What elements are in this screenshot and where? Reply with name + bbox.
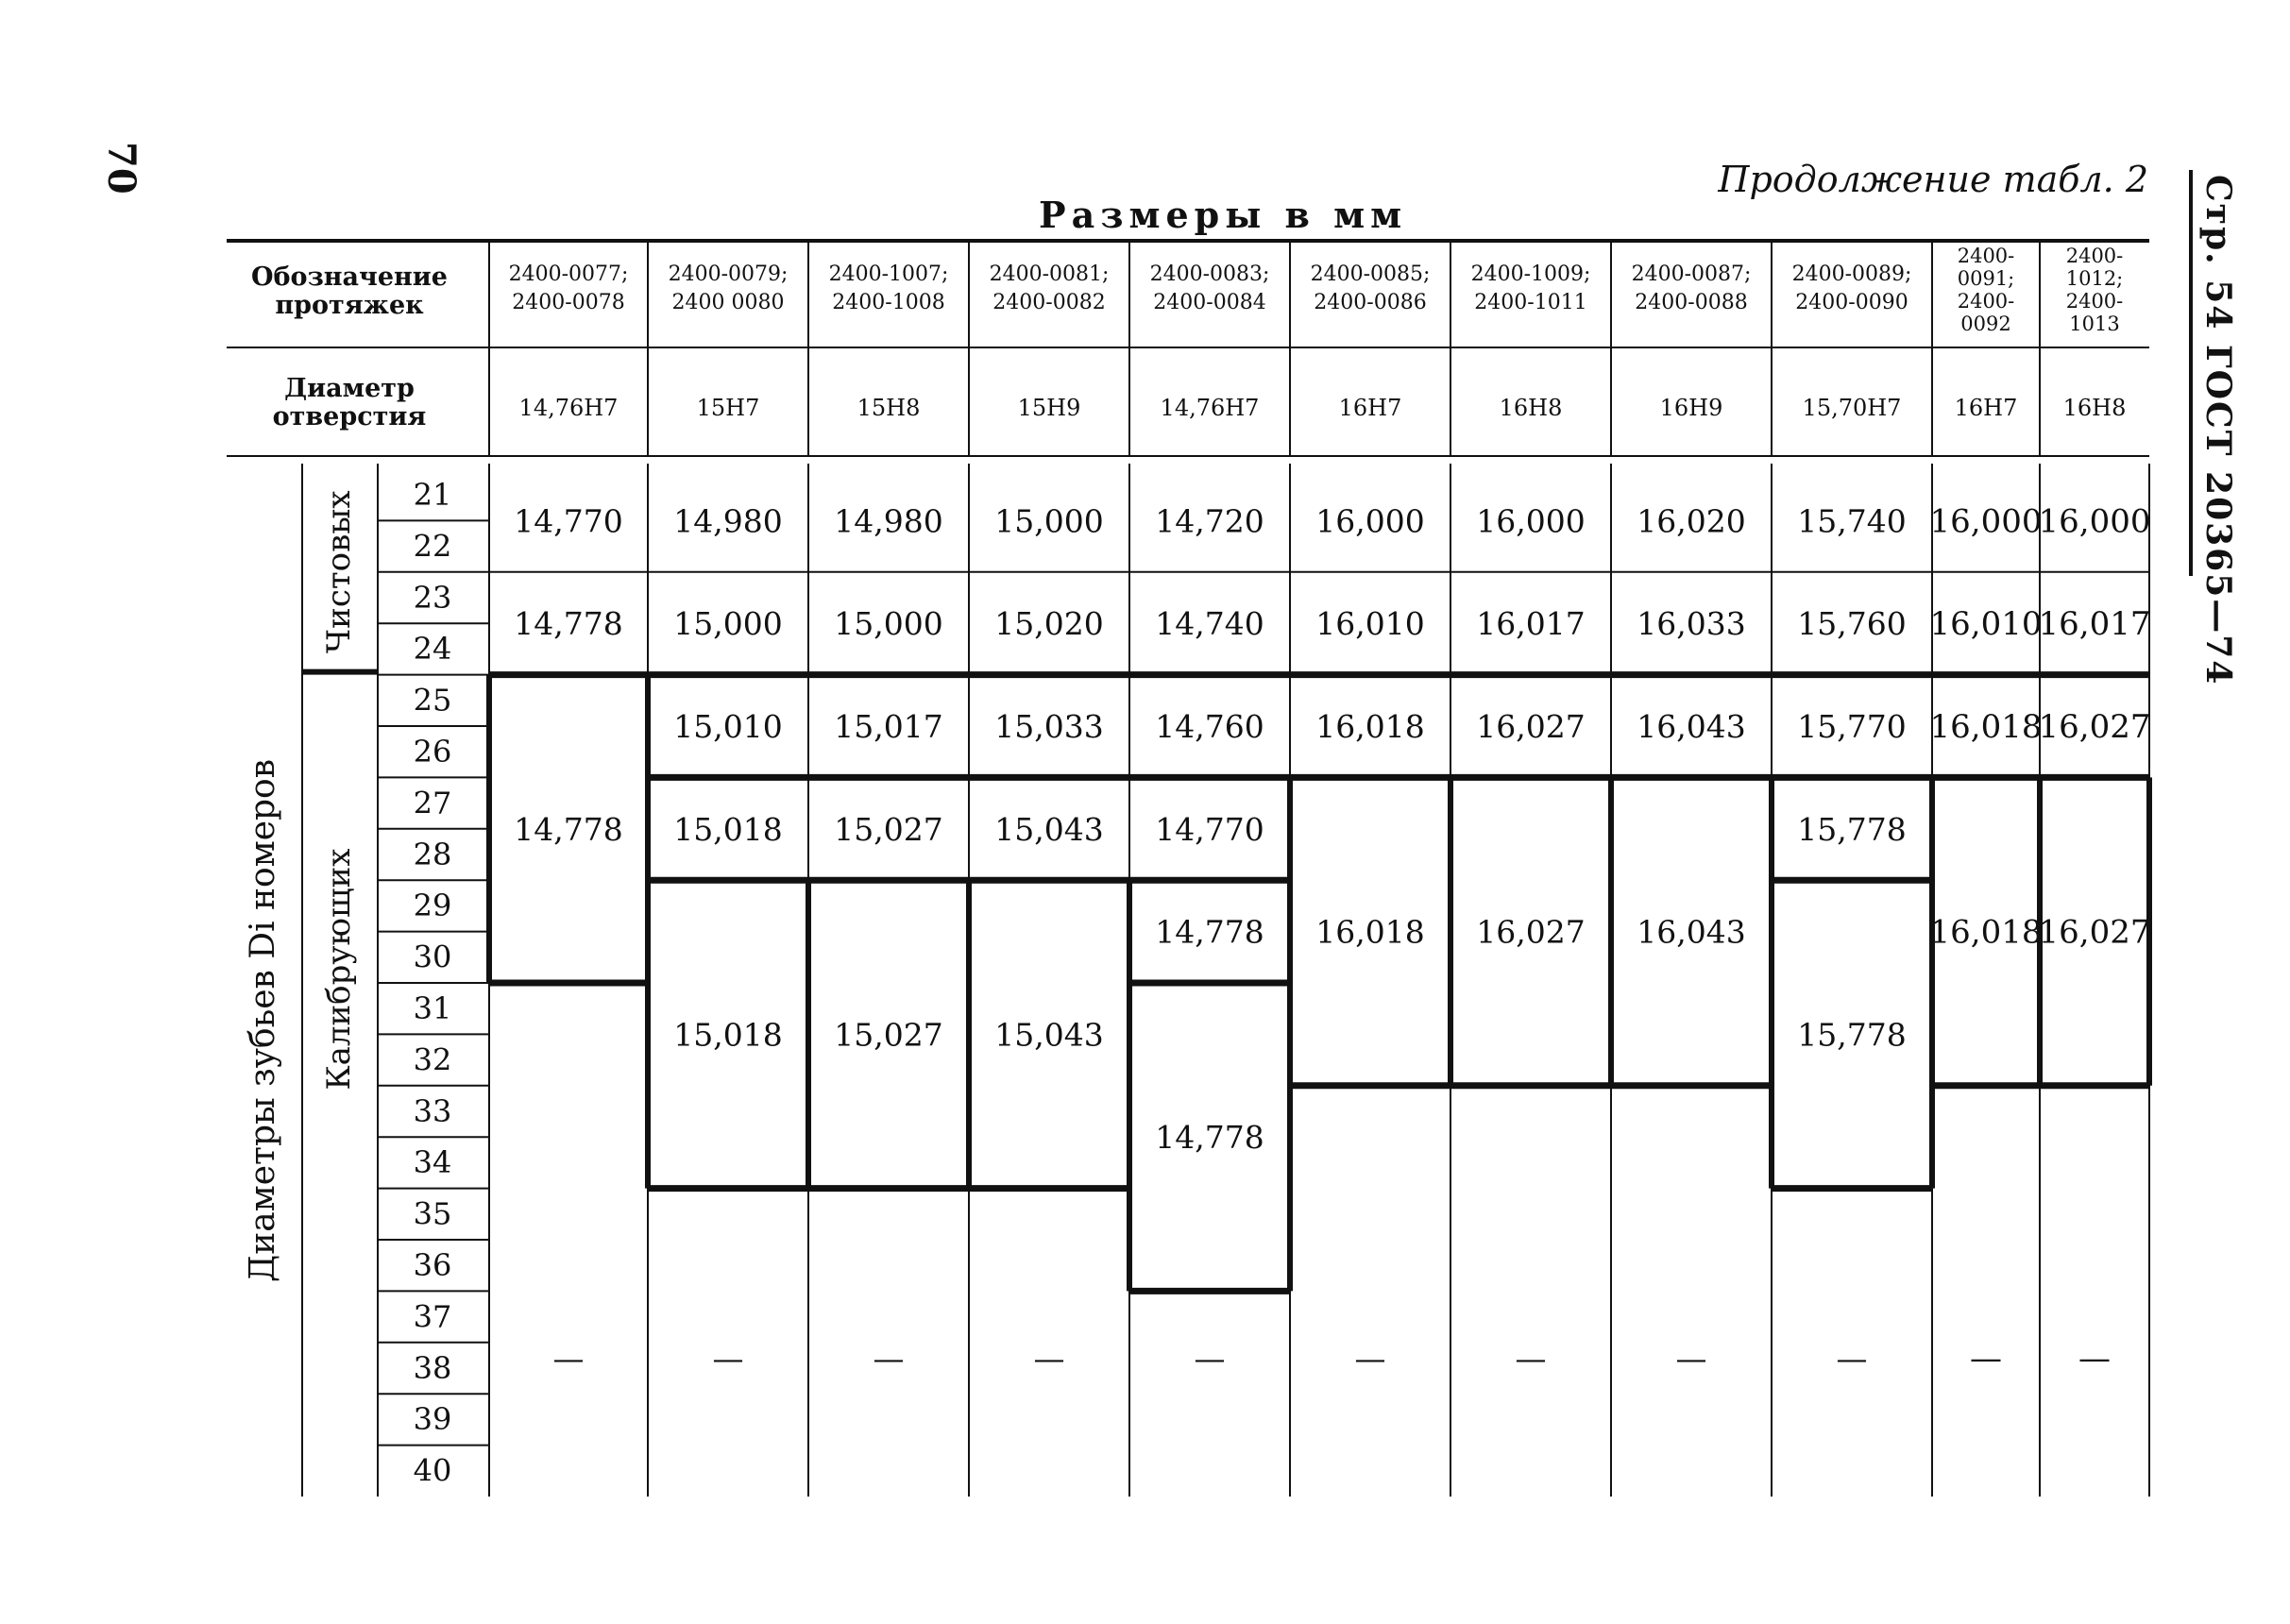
broach-designation: 2400-1007; <box>828 262 949 286</box>
tooth-diameter-value: 16,027 <box>2038 913 2151 952</box>
tooth-diameter-value: 14,770 <box>1155 810 1264 848</box>
hole-diameter: 16H7 <box>1338 395 1402 421</box>
broach-designation: 2400- <box>1957 245 2015 267</box>
tooth-number: 24 <box>413 631 452 668</box>
broach-designation: 2400 0080 <box>671 291 785 314</box>
tooth-diameter-value: 16,010 <box>1315 605 1425 643</box>
tooth-diameter-value: 14,770 <box>514 502 623 540</box>
tooth-diameter-value: 15,000 <box>994 502 1104 540</box>
tooth-diameter-value: 15,770 <box>1797 708 1907 745</box>
tooth-diameter-value: 15,018 <box>673 810 783 848</box>
tooth-number: 26 <box>413 734 452 770</box>
tooth-diameter-value: 15,018 <box>673 1016 783 1054</box>
hole-diameter: 15H8 <box>857 395 921 421</box>
tooth-diameter-value: 16,017 <box>2038 605 2151 644</box>
value-dash: — <box>712 1339 744 1377</box>
broach-designation: 2400-0085; <box>1310 262 1431 286</box>
tooth-diameter-value: 14,980 <box>673 502 783 540</box>
tooth-number: 38 <box>413 1349 452 1386</box>
tooth-diameter-value: 15,020 <box>994 605 1104 643</box>
units-caption: Размеры в мм <box>1039 194 1408 236</box>
tooth-number: 27 <box>413 785 452 821</box>
broach-designation: 1013 <box>2069 313 2120 335</box>
hole-diameter: 15H9 <box>1017 395 1081 421</box>
broach-designation: 2400-0090 <box>1795 291 1908 314</box>
value-dash: — <box>1515 1339 1547 1377</box>
broach-designation: 2400-0082 <box>992 291 1106 314</box>
tooth-diameter-value: 16,018 <box>1315 913 1425 951</box>
value-dash: — <box>2078 1339 2111 1378</box>
tooth-diameter-value: 16,033 <box>1637 605 1746 643</box>
hole-diameter: 16H8 <box>2062 395 2127 421</box>
tooth-number: 23 <box>413 579 452 616</box>
tooth-diameter-value: 16,043 <box>1637 708 1746 745</box>
designation-header: Обозначение <box>251 262 448 292</box>
tooth-diameter-value: 15,010 <box>673 708 783 745</box>
tooth-diameter-value: 15,760 <box>1797 605 1907 643</box>
value-dash: — <box>1970 1339 2002 1378</box>
tooth-number: 28 <box>413 836 452 872</box>
broach-designation: 2400-1009; <box>1470 262 1591 286</box>
tooth-number: 35 <box>413 1195 452 1232</box>
tooth-diameter-value: 14,760 <box>1155 708 1264 745</box>
tooth-diameter-value: 16,027 <box>2038 708 2151 746</box>
calibrating-label: Калибрующих <box>320 848 358 1091</box>
value-dash: — <box>1194 1339 1226 1377</box>
broach-designation: 2400-0081; <box>989 262 1110 286</box>
tooth-diameter-value: 15,778 <box>1797 810 1907 848</box>
tooth-diameter-value: 15,033 <box>994 708 1104 745</box>
value-dash: — <box>1675 1339 1707 1377</box>
tooth-diameter-value: 14,720 <box>1155 502 1264 540</box>
broach-designation: 2400-0089; <box>1791 262 1912 286</box>
tooth-diameter-value: 15,740 <box>1797 502 1907 540</box>
tooth-diameter-value: 14,778 <box>1155 913 1264 951</box>
tooth-diameter-value: 16,000 <box>1476 502 1586 540</box>
tooth-diameter-value: 16,000 <box>2038 502 2151 541</box>
broach-designation: 2400-0088 <box>1635 291 1748 314</box>
value-dash: — <box>873 1339 905 1377</box>
page-number: 70 <box>99 142 144 195</box>
broach-designation: 0091; <box>1957 267 2015 290</box>
tooth-diameter-value: 16,000 <box>1929 502 2043 541</box>
hole-diameter: 16H8 <box>1499 395 1563 421</box>
tooth-number: 25 <box>413 682 452 719</box>
tooth-number: 32 <box>413 1041 452 1078</box>
broach-designation: 2400-1011 <box>1474 291 1587 314</box>
designation-header: протяжек <box>275 291 424 320</box>
tooth-diameter-value: 15,778 <box>1797 1016 1907 1054</box>
gost-reference: Стр. 54 ГОСТ 20365—74 <box>2198 175 2238 686</box>
tooth-number: 30 <box>413 939 452 975</box>
hole-diameter: 15H7 <box>696 395 760 421</box>
table-continuation-caption: Продолжение табл. 2 <box>1718 159 2148 200</box>
tooth-number: 31 <box>413 990 452 1026</box>
tooth-diameter-value: 16,043 <box>1637 913 1746 951</box>
broach-designation: 2400-1008 <box>832 291 945 314</box>
tooth-number: 33 <box>413 1092 452 1129</box>
tooth-number: 37 <box>413 1298 452 1335</box>
tooth-diameter-value: 15,027 <box>834 1016 943 1054</box>
tooth-diameter-value: 14,778 <box>514 810 623 848</box>
finishing-label: Чистовых <box>320 490 358 654</box>
value-dash: — <box>1354 1339 1386 1377</box>
broach-designation: 0092 <box>1960 313 2011 335</box>
tooth-diameter-value: 15,043 <box>994 810 1104 848</box>
hole-diameter: 16H9 <box>1659 395 1723 421</box>
tooth-diameter-value: 16,020 <box>1637 502 1746 540</box>
broach-designation: 2400- <box>1957 290 2015 313</box>
tooth-number: 36 <box>413 1247 452 1283</box>
tooth-diameter-value: 14,778 <box>514 605 623 643</box>
broach-designation: 2400-0083; <box>1149 262 1270 286</box>
tooth-diameter-value: 16,018 <box>1929 913 2043 952</box>
tooth-number: 34 <box>413 1144 452 1181</box>
tooth-diameter-value: 15,043 <box>994 1016 1104 1054</box>
hole-diameter: 14,76H7 <box>518 395 619 421</box>
tooth-diameter-value: 16,018 <box>1315 708 1425 745</box>
diameter-header: отверстия <box>272 402 427 431</box>
tooth-diameter-value: 15,000 <box>673 605 783 643</box>
tooth-diameter-value: 14,740 <box>1155 605 1264 643</box>
broach-designation: 2400- <box>2065 290 2124 313</box>
broach-designation: 2400-0086 <box>1314 291 1427 314</box>
broach-designation: 2400-0078 <box>512 291 625 314</box>
tooth-diameter-value: 16,027 <box>1476 913 1586 951</box>
broach-designation: 2400-0087; <box>1631 262 1752 286</box>
hole-diameter: 15,70H7 <box>1802 395 1902 421</box>
value-dash: — <box>1836 1339 1868 1377</box>
tooth-diameter-value: 16,018 <box>1929 708 2043 746</box>
broach-designation: 2400- <box>2065 245 2124 267</box>
broach-designation: 2400-0079; <box>668 262 789 286</box>
broach-designation: 1012; <box>2065 267 2124 290</box>
tooth-diameter-value: 14,778 <box>1155 1119 1264 1157</box>
tooth-number: 39 <box>413 1401 452 1438</box>
tooth-number: 21 <box>413 477 452 513</box>
tooth-diameter-value: 15,017 <box>834 708 943 745</box>
hole-diameter: 14,76H7 <box>1160 395 1260 421</box>
diameter-header: Диаметр <box>284 374 415 403</box>
tooth-diameter-value: 16,027 <box>1476 708 1586 745</box>
broach-designation: 2400-0084 <box>1153 291 1266 314</box>
tooth-diameter-value: 16,010 <box>1929 605 2043 644</box>
group-label: Диаметры зубьев Di номеров <box>244 759 282 1282</box>
tooth-number: 29 <box>413 888 452 924</box>
tooth-diameter-value: 16,017 <box>1476 605 1586 643</box>
tooth-number: 22 <box>413 528 452 565</box>
tooth-diameter-value: 15,027 <box>834 810 943 848</box>
tooth-diameter-value: 15,000 <box>834 605 943 643</box>
tooth-diameter-value: 16,000 <box>1315 502 1425 540</box>
value-dash: — <box>1033 1339 1065 1377</box>
value-dash: — <box>552 1339 585 1377</box>
broach-designation: 2400-0077; <box>508 262 629 286</box>
hole-diameter: 16H7 <box>1954 395 2018 421</box>
tooth-number: 40 <box>413 1452 452 1489</box>
tooth-diameter-value: 14,980 <box>834 502 943 540</box>
